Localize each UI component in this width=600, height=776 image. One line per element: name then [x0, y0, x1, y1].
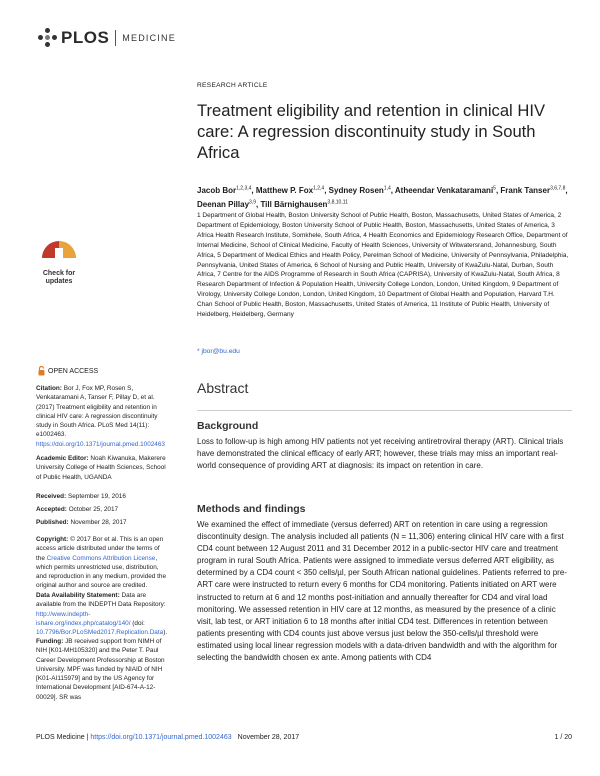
logo-divider — [115, 30, 116, 46]
published-block — [36, 518, 170, 527]
corresponding-email-link[interactable]: * jbor@bu.edu — [197, 348, 240, 355]
data-availability-text: Data are available from the INDEPTH Data Repository: — [36, 592, 166, 609]
footer-date: November 28, 2017 — [237, 734, 300, 741]
accepted-block — [36, 505, 170, 514]
data-availability-label: Data Availability Statement: — [36, 592, 120, 599]
author[interactable]: Sydney Rosen$^{1,4}$, — [328, 185, 395, 195]
article-title: Treatment eligibility and retention in clinical HIV care: A regression discontinuity study in South Africa — [197, 101, 546, 162]
editor-label: Academic Editor: — [36, 455, 89, 462]
citation-block — [36, 384, 170, 449]
plos-logo — [38, 28, 176, 48]
open-access-label: OPEN ACCESS — [48, 367, 99, 375]
received-block — [36, 492, 170, 501]
plos-dots-icon — [38, 28, 58, 48]
background-heading: Background — [197, 420, 259, 432]
open-lock-icon — [38, 366, 45, 376]
methods-text: We examined the effect of immediate (versus deferred) ART on retention in care using a regression discontinuity design. The analysis included all patients (N = 11,306) entering clinical HIV care with a first CD4 count between 12 August 2011 and 31 December 2012 in a public-sector HIV care and treatment program in rural South Africa. Patients were assigned to immediate versus deferred ART eligibility, as determined by a CD4 count < 350 cells/µl, per South African national guidelines. Patients referred to pre-ART care were instructed to return every 6 months for CD4 monitoring. Patients initiated on ART were instructed to return at 6 and 12 months post-initiation and annually thereafter for CD4 and viral load monitoring. We assessed retention in HIV care at 12 months, as measured by the presence of a clinic visit, lab test, or ART initiation 6 to 18 months after initial CD4 test. Differences in retention between patients presenting with CD4 counts just above versus just below the 350-cells/µl threshold were estimated using local linear regression models with a data-driven bandwidth and with the algorithm for selecting the bandwidth chosen ex ante. Among patients with CD4 — [197, 520, 567, 663]
open-access — [38, 366, 98, 376]
affiliations: 1 Department of Global Health, Boston University School of Public Health, Boston, Massachusetts, United States of America, 2 Department of Epidemiology, Boston University School of Public Health, Boston, Massachusetts, United States of America, 3 Africa Health Research Institute, Somkhele, South Africa, 4 Health Economics and Epidemiology Research Office, Department of Internal Medicine, School of Clinical Medicine, Faculty of Health Sciences, University of Witwatersrand, Johannesburg, South Africa, 5 Department of Medical Ethics and Health Policy, Perelman School of Medicine, University of Pennsylvania, Philadelphia, Pennsylvania, United States of America, 6 School of Nursing and Public Health, University of KwaZulu-Natal, Durban, South Africa, 7 Centre for the AIDS Programme of Research in South Africa (CAPRISA), University of KwaZulu-Natal, South Africa, 8 Research Department of Infection & Population Health, University College London, London, United Kingdom, 9 Department of Virology, University College London, London, United Kingdom, 10 Department of Global Health and Population, Harvard T.H. Chan School of Public Health, Boston, Massachusetts, United States of America, 11 Institute of Public Health, University of Heidelberg, Heidelberg, Germany — [197, 212, 569, 319]
badge-label: Check for updates — [42, 270, 76, 285]
editor-text: Noah Kiwanuka, Makerere University College of Health Sciences, School of Public Health, UGANDA — [36, 455, 166, 481]
author[interactable]: Atheendar Venkataramani$^5$, — [394, 185, 501, 195]
accepted-date: October 25, 2017 — [68, 506, 119, 513]
copyright-text-post: , which permits unrestricted use, distribution, and reproduction in any medium, provided the original author and source are credited. — [36, 554, 167, 590]
data-doi-link[interactable]: 10.7796/Bor.PLoSMed2017.Replication.Data — [36, 629, 164, 637]
article-type: RESEARCH ARTICLE — [197, 82, 268, 89]
accepted-label: Accepted: — [36, 506, 67, 513]
data-doi-suffix: ). — [163, 629, 168, 637]
copyright-block — [36, 535, 170, 591]
data-availability-block — [36, 591, 170, 637]
published-date: November 28, 2017 — [70, 519, 127, 526]
brand-name: PLOS — [61, 28, 110, 47]
footer-separator: | — [84, 734, 91, 741]
citation-label: Citation: — [36, 385, 62, 392]
funding-text: JB received support from NIMH of NIH [K01-MH105320] and the Peter T. Paul Career Development Professorship at Boston University. MPF was funded by NIAID of NIH [K01-AI115979] and by the US Agency for International Development [AID-674-A-12-00029]. SR was — [36, 638, 165, 701]
page-footer — [36, 734, 572, 741]
copyright-label: Copyright: — [36, 536, 69, 543]
received-label: Received: — [36, 493, 67, 500]
funding-block — [36, 637, 170, 702]
footer-doi-link[interactable]: https://doi.org/10.1371/journal.pmed.1002463 — [90, 734, 232, 741]
published-label: Published: — [36, 519, 69, 526]
cc-license-link[interactable]: Creative Commons Attribution License — [46, 554, 156, 562]
editor-block — [36, 454, 170, 482]
journal-name: MEDICINE — [122, 33, 176, 43]
abstract-heading: Abstract — [197, 380, 249, 396]
received-date: September 19, 2016 — [67, 493, 126, 500]
author[interactable]: Matthew P. Fox$^{1,2,4}$, — [255, 185, 329, 195]
footer-journal: PLOS Medicine — [36, 734, 85, 741]
author[interactable]: Till Bärnighausen$^{3,8,10,11}$ — [260, 199, 348, 210]
author[interactable]: Jacob Bor$^{1,2,3,4}$, — [197, 185, 256, 195]
methods-heading: Methods and findings — [197, 503, 306, 515]
data-doi-prefix: (doi: — [132, 619, 145, 627]
check-for-updates-badge[interactable] — [38, 238, 80, 290]
author[interactable]: Deenan Pillay$^{3,9}$, — [197, 199, 261, 210]
citation-text: Bor J, Fox MP, Rosen S, Venkataramani A, Tanser F, Pillay D, et al. (2017) Treatment eligibility and retention in clinical HIV care: A regression discontinuity study in South Africa. PLoS Med 14(11): e1002463. — [36, 385, 158, 439]
indepth-repository-link[interactable]: http://www.indepth-ishare.org/index.php/catalog/140/ — [36, 610, 131, 627]
page-number: 1 / 20 — [554, 734, 572, 741]
citation-doi-link[interactable]: https://doi.org/10.1371/journal.pmed.1002463 — [36, 440, 165, 448]
background-text: Loss to follow-up is high among HIV patients not yet receiving antiretroviral therapy (ART). Clinical trials have demonstrated the clinical efficacy of early ART; however, these trials may miss an important real-world consequence of providing ART at diagnosis: its impact on retention in care. — [197, 437, 564, 471]
funding-label: Funding: — [36, 638, 64, 645]
section-divider — [197, 410, 572, 411]
author-list — [197, 182, 572, 211]
copyright-text: © 2017 Bor et al. This is an open access article distributed under the terms of the — [36, 536, 164, 562]
author[interactable]: Frank Tanser$^{3,6,7,8}$, — [500, 185, 568, 195]
